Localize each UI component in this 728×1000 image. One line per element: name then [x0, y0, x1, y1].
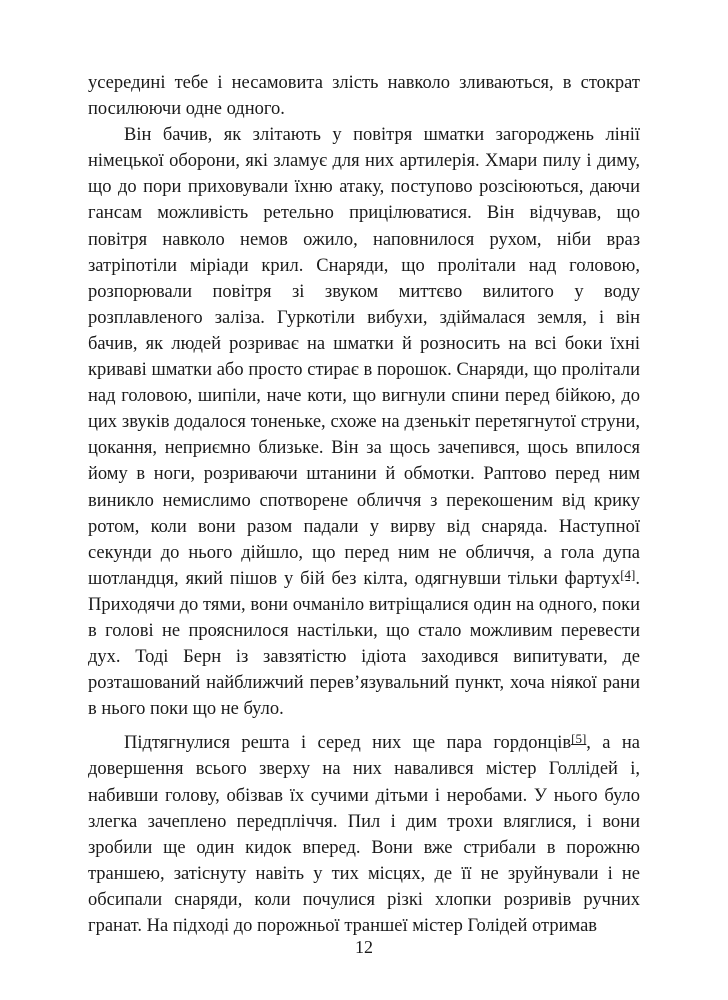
paragraph-text: Підтягнулися решта і серед них ще пара гордонців — [124, 733, 572, 754]
page-number: 12 — [355, 937, 373, 957]
paragraph-text: усередині тебе і несамовита злість навколо зливаються, в стократ посилюючи одне одного. — [88, 73, 640, 120]
paragraph-advance — [88, 730, 640, 939]
page-body — [88, 70, 640, 939]
paragraph-text: . Приходячи до тями, вони очманіло витріщалися один на одного, поки в голові не прояснилося настільки, що стало можливим перевести дух. Тоді Берн із завзятістю ідіота заходився випитувати, де розташований найближчий перев’язувальний пункт, хоча ніякої рани в нього поки що не було. — [88, 568, 640, 720]
paragraph-battle — [88, 122, 640, 722]
footnote-link-5[interactable]: [5] — [571, 731, 587, 747]
paragraph-text: , а на довершення всього зверху на них навалився містер Голлідей і, набивши голову, обізвав їх сучими дітьми і неробами. У нього було злегка зачеплено передпліччя. Пил і дим трохи вляглися, і вони зробили ще один кидок вперед. Вони вже стрибали в порожню траншею, затіснуту навіть у тих місцях, де її не зруйнували і не обсипали снаряди, коли почулися різкі хлопки розривів ручних гранат. На підході до порожньої траншеї містер Голідей отримав — [88, 733, 640, 936]
paragraph-continuation — [88, 70, 640, 122]
paragraph-text: Він бачив, як злітають у повітря шматки загороджень лінії німецької оборони, які зламує для них артилерія. Хмари пилу і диму, що до пори приховували їхню атаку, поступово розсіюються, даючи гансам можливість ретельно прицілюватися. Він відчував, що повітря навколо немов ожило, наповнилося рухом, ніби враз затріпотіли міріади крил. Снаряди, що пролітали над головою, розпорювали повітря зі звуком миттєво вилитого у воду розплавленого заліза. Гуркотіли вибухи, здіймалася земля, і він бачив, як людей розриває на шматки й розносить на всі боки їхні криваві шматки або просто стирає в порошок. Снаряди, що пролітали над головою, шипіли, наче коти, що вигнули спини перед бійкою, до цих звуків додалося тоненьке, схоже на дзенькіт перетягнутої струни, цокання, неприємно близьке. Він за щось зачепився, щось впилося йому в ноги, розриваючи штанини й обмотки. Раптово перед ним виникло немислимо спотворене обличчя з перекошеним від крику ротом, коли вони разом падали у вирву від снаряда. Наступної секунди до нього дійшло, що перед ним не обличчя, а гола дупа шотландця, який пішов у бій без кілта, одягнувши тільки фартух — [88, 125, 640, 589]
footnote-link-4[interactable]: [4] — [620, 566, 636, 582]
